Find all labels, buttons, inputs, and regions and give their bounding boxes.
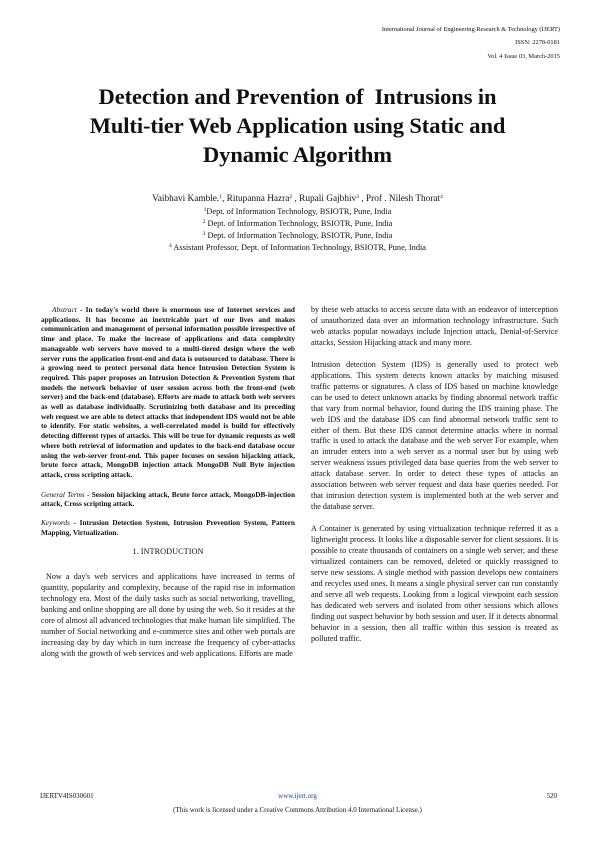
section-heading-introduction: 1. INTRODUCTION <box>132 547 204 557</box>
affiliation-1 <box>0 207 595 216</box>
footer-url-link[interactable]: www.ijert.org <box>278 792 317 800</box>
affiliation-3 <box>0 231 595 240</box>
general-terms-text: - Session hijacking attack, Brute force attack, MongoDB-injection attack, Cross scripting attack. <box>41 489 295 509</box>
affiliation-1-text: Dept. of Information Technology, BSIOTR, Pune, India <box>206 207 392 216</box>
general-terms <box>41 490 295 509</box>
title-line-3: Dynamic Algorithm <box>203 142 392 167</box>
affiliation-4-text: Assistant Professor, Dept. of Information Technology, BSIOTR, Pune, India <box>171 243 426 252</box>
author-1: Vaibhavi Kamble. <box>152 194 220 204</box>
title-line-1: Detection and Prevention of Intrusions in <box>98 84 497 109</box>
author-4: , Prof . Nilesh Thorat <box>358 194 441 204</box>
intro-paragraph: Now a day's web services and applications have increased in terms of quantity, popularity and complexity, because of the rapid rise in information technology era. Most of the daily tasks such as social networking, travelling, banking and online shopping are all done by using the web. So it resides at the core of almost all advanced technologies that make human life simplified. The number of Social networking and e-commerce sites and other web portals are increasing day by day which in turn increase the frequency of cyber-attacks along with the growth of web services and web applications. Efforts are made <box>41 572 296 659</box>
affiliation-2 <box>0 219 595 228</box>
author-1-sup: 1 <box>219 194 223 200</box>
author-4-sup: 4 <box>440 194 443 200</box>
affiliation-2-sup: 2 <box>202 219 206 225</box>
footer-paper-id: IJERTV4IS030601 <box>40 792 94 800</box>
left-column <box>41 305 295 660</box>
keywords <box>41 518 295 537</box>
affiliation-2-text: Dept. of Information Technology, BSIOTR, Pune, India <box>205 219 393 228</box>
footer-license: (This work is licensed under a Creative Commons Attribution 4.0 International License.) <box>173 806 422 814</box>
title-line-2: Multi-tier Web Application using Static and <box>89 113 506 138</box>
author-2: , Ritupanna Hazra <box>222 194 290 204</box>
affiliation-4-sup: 4 <box>169 243 172 249</box>
paper-title <box>40 82 555 169</box>
journal-issn: ISSN: 2278-0181 <box>515 39 560 46</box>
abstract-label: Abstract <box>52 305 77 314</box>
right-paragraph-3: A Container is generated by using virtualization technique referred it as a lightweight process. It looks like a disposable server for client sessions. It is possible to create thousands of containers on a single web server, and these virtualized containers can be removed, deleted or quickly reassigned to serve new sessions. A single method with passion develops new containers and recycles used ones. It means a single physical server can run constantly and serve all web requests. Looking from a logical viewpoint each session has dedicated web servers and isolated from other sessions which allows finding out suspect behavior by both session and user. If it detects abnormal behavior in a session, then all traffic within this session is treated as polluted traffic. <box>311 524 558 643</box>
general-terms-label: General Terms <box>41 489 85 499</box>
keywords-label: Keywords <box>41 518 70 528</box>
journal-name: International Journal of Engineering Research & Technology (IJERT) <box>381 26 560 33</box>
author-3: , Rupali Gajbhiv <box>292 194 357 204</box>
affiliation-3-sup: 3 <box>202 231 206 237</box>
affiliation-3-text: Dept. of Information Technology, BSIOTR, Pune, India <box>205 231 393 240</box>
abstract <box>41 305 295 480</box>
author-3-sup: 3 <box>356 194 359 200</box>
right-paragraph-1: by these web attacks to access secure data with an endeavor of interception of unauthorized data over an information technology infrastructure. Such web attacks popular nowadays include Injection attack, Denial-of-Service attacks, Session Hijacking attack and many more. <box>311 305 558 347</box>
right-paragraph-2: Intrusion detection System (IDS) is generally used to protect web applications. This system detects known attacks by matching misused traffic patterns or signatures. A class of IDS based on machine knowledge can be used to detect unknown attacks by finding abnormal network traffic that vary from normal behavior, found during the IDS training phase. The web IDS and the database IDS can find abnormal network traffic sent to either of them. But these IDS cannot determine attacks where in normal traffic is used to attack the database and the web server For example, when an intruder enters into a web server as a normal user but by using web server weakness issues privileged data base queries from the web server to attack database server. In order to detect these types of attacks an association between web server request and data base queries needed. For that intrusion detection system is implemented both at the web server and the database server. <box>311 359 558 512</box>
author-list <box>0 194 595 204</box>
abstract-text: - In today's world there is enormous use of Internet services and applications. It has become an inextricable part of our lives and makes communication and management of personal information possible irrespective of time and place. To make the increase of applications and data complexity manageable web servers have moved to a multi-tiered design where the web server runs the application front-end and data is outsourced to database. There is a growing need to protect personal data hence Intrusion Detection System is required. This paper proposes an Intrusion Detection & Prevention System that models the network behavior of user session across both the front-end (web server) and the back-end (database). Efforts are made to attack both web servers as well as database individually. Scrutinizing both database and its preceding web request we are able to detect attacks that independent IDS would not be able to identify. For static websites, a well-correlated model is build for effectively detecting different types of attacks. This will be true for dynamic requests as well where both retrieval of information and updates to the back-end database occur using the web-server front-end. This paper focuses on session hijacking attack, brute force attack, MongoDB injection attack MongoDB Null Byte injection attack, cross scripting attack. <box>41 305 295 479</box>
journal-volume: Vol. 4 Issue 03, March-2015 <box>487 53 560 60</box>
right-column <box>311 305 558 645</box>
affiliation-4 <box>0 243 595 252</box>
affiliation-1-sup: 1 <box>203 207 207 213</box>
author-2-sup: 2 <box>289 194 293 200</box>
keywords-text: - Intrusion Detection System, Intrusion Prevention System, Pattern Mapping, Virtualization. <box>41 518 295 537</box>
footer-page-number: 520 <box>546 792 557 800</box>
